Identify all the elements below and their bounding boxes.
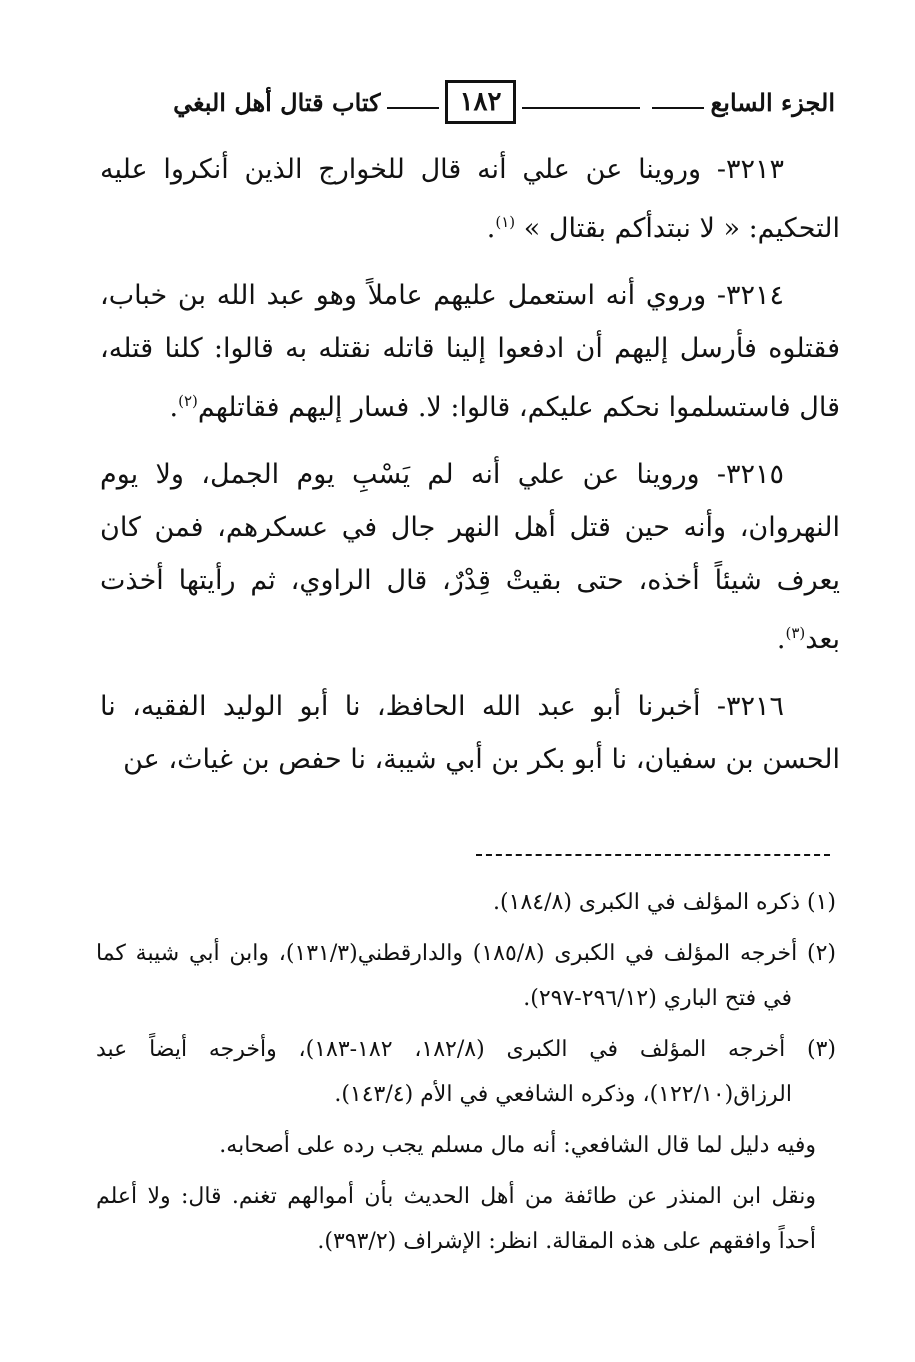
footnote-ref: (١) (495, 213, 516, 231)
paragraph-text: ٣٢١٣- وروينا عن علي أنه قال للخوارج الذين أنكروا عليه التحكيم: « لا نبتدأكم بقتال » (100, 154, 840, 244)
paragraph-3215: ٣٢١٥- وروينا عن علي أنه لم يَسْبِ يوم الجمل، ولا يوم النهروان، وأنه حين قتل أهل النهر جال في عسكرهم، فمن كان يعرف شيئاً أخذه، حتى بقيتْ قِدْرٌ، قال الراوي، ثم رأيتها أخذت بعد$^{(٣)}$. (100, 459, 841, 655)
footnote-3-continuation: وفيه دليل لما قال الشافعي: أنه مال مسلم يجب رده على أصحابه. (219, 1133, 816, 1158)
footnote-2: (٢) أخرجه المؤلف في الكبرى (١٨٥/٨) والدارقطني(١٣١/٣)، وابن أبي شيبة كما في فتح الباري (٢٩٦/١٢-٢٩٧). (96, 941, 836, 1011)
header-rule-right (652, 107, 704, 109)
page-number-box: ١٨٢ (445, 80, 517, 124)
paragraph-text: ٣٢١٥- وروينا عن علي أنه لم يَسْبِ يوم الجمل، ولا يوم النهروان، وأنه حين قتل أهل النهر جال في عسكرهم، فمن كان يعرف شيئاً أخذه، حتى بقيتْ قِدْرٌ، قال الراوي، ثم رأيتها أخذت بعد (100, 459, 841, 655)
footnote-ref: (٢) (178, 392, 198, 410)
paragraph-3214: ٣٢١٤- وروي أنه استعمل عليهم عاملاً وهو عبد الله بن خباب، فقتلوه فأرسل إليهم أن ادفعوا إلينا قاتله نقتله به قالوا: كلنا قتله، قال فاستسلموا نحكم عليكم، قالوا: لا. فسار إليهم فقاتلهم$^{(٢)}$. (100, 280, 840, 423)
footnote-3-continuation-2: ونقل ابن المنذر عن طائفة من أهل الحديث بأن أموالهم تغنم. قال: ولا أعلم أحداً وافقهم على هذه المقالة. انظر: الإشراف (٣٩٣/٢). (96, 1184, 816, 1254)
volume-label: الجزء السابع (710, 87, 835, 117)
book-title: كتاب قتال أهل البغي (173, 87, 381, 117)
footnote-3: (٣) أخرجه المؤلف في الكبرى (١٨٢/٨، ١٨٢-١٨٣)، وأخرجه أيضاً عبد الرزاق(١٢٢/١٠)، وذكره الشافعي في الأم (١٤٣/٤). (96, 1037, 836, 1107)
footnote-ref: (٣) (785, 624, 806, 642)
header-rule-middle (522, 107, 640, 109)
footnote-separator (476, 854, 830, 856)
running-header (108, 78, 835, 126)
footnotes (96, 880, 836, 1270)
paragraph-3216 (100, 680, 840, 786)
paragraph-text: ٣٢١٦- أخبرنا أبو عبد الله الحافظ، نا أبو الوليد الفقيه، نا الحسن بن سفيان، نا أبو بكر بن أبي شيبة، نا حفص بن غياث، عن (100, 691, 840, 775)
paragraph-text: ٣٢١٤- وروي أنه استعمل عليهم عاملاً وهو عبد الله بن خباب، فقتلوه فأرسل إليهم أن ادفعوا إلينا قاتله نقتله به قالوا: كلنا قتله، قال فاستسلموا نحكم عليكم، قالوا: لا. فسار إليهم فقاتلهم (100, 280, 840, 423)
paragraph-3213: ٣٢١٣- وروينا عن علي أنه قال للخوارج الذين أنكروا عليه التحكيم: « لا نبتدأكم بقتال » $^{(١)}$. (100, 154, 840, 244)
header-rule-left (387, 107, 439, 109)
main-text (100, 143, 840, 800)
footnote-1: (١) ذكره المؤلف في الكبرى (١٨٤/٨). (493, 890, 836, 915)
